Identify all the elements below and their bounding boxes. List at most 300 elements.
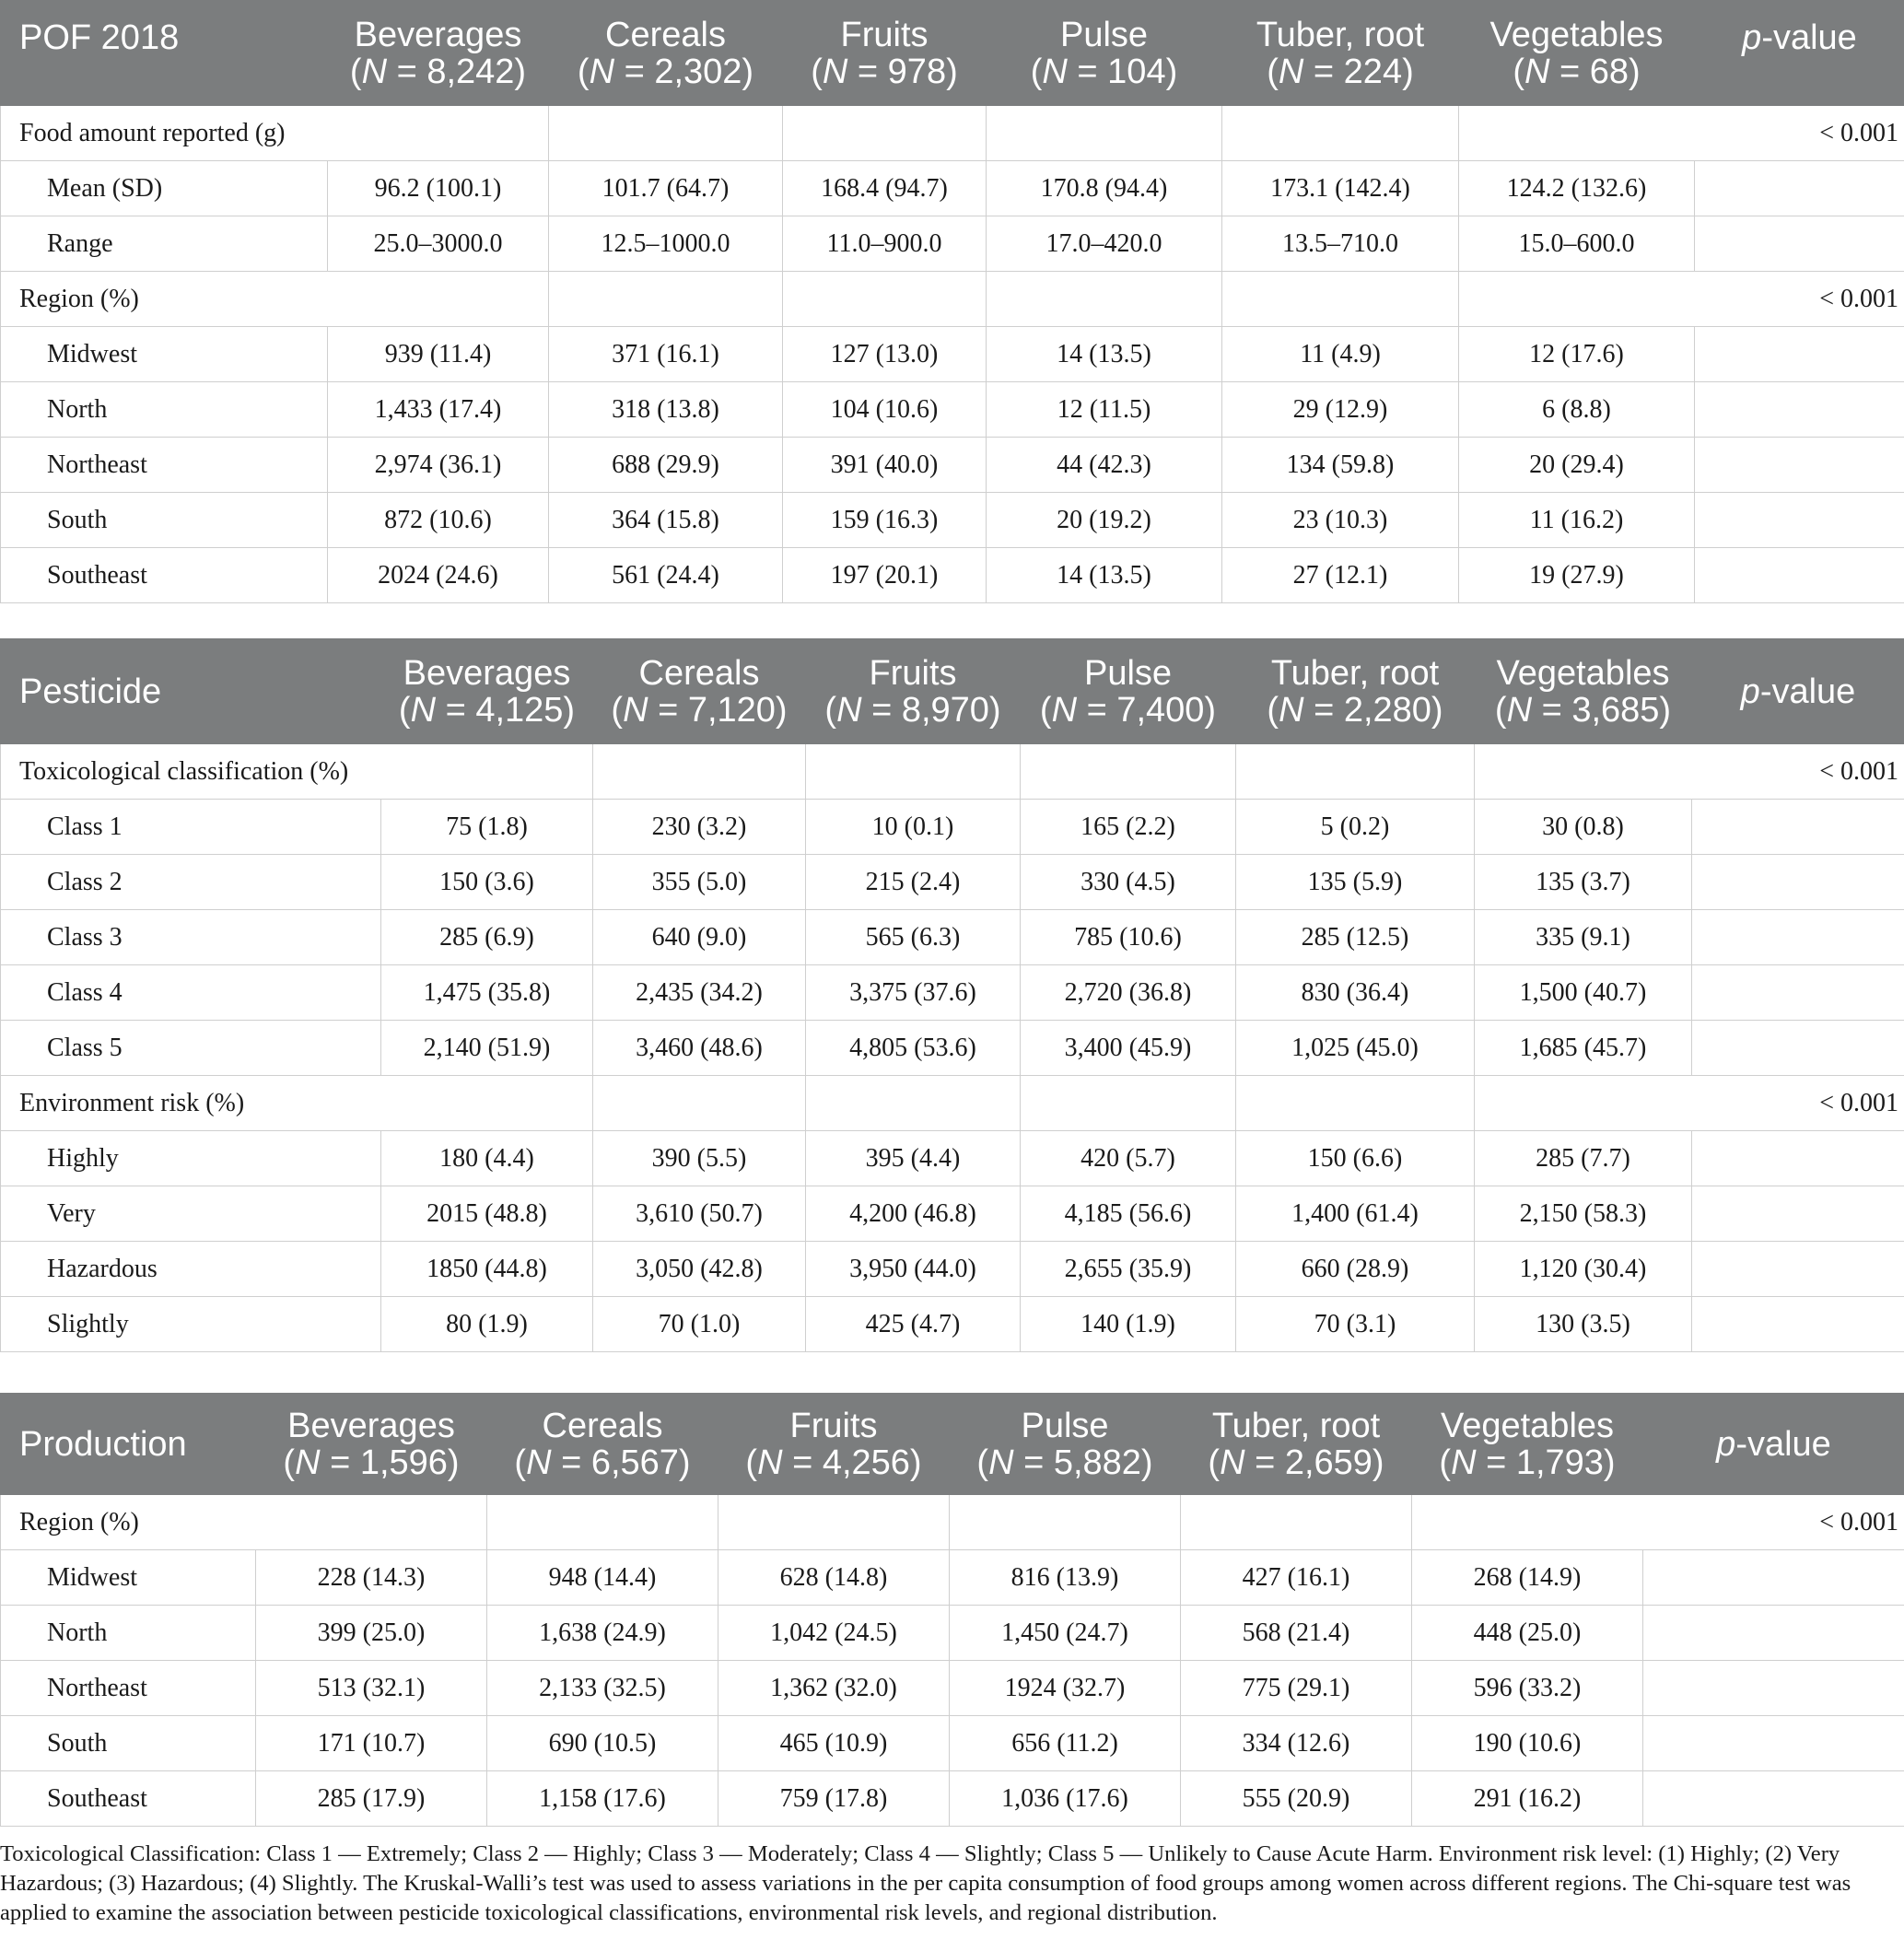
- data-cell: 4,200 (46.8): [806, 1186, 1021, 1242]
- empty-cell: [987, 272, 1222, 327]
- column-header: [1021, 639, 1236, 744]
- data-cell: 3,460 (48.6): [593, 1021, 806, 1076]
- data-cell: 1,120 (30.4): [1475, 1242, 1692, 1297]
- column-header: [381, 639, 593, 744]
- column-header: [718, 1394, 950, 1495]
- column-header: [328, 1, 549, 106]
- data-cell: 690 (10.5): [487, 1716, 718, 1771]
- data-cell: 1,475 (35.8): [381, 965, 593, 1021]
- section-label: Region (%): [1, 1495, 487, 1550]
- empty-cell: [1222, 106, 1459, 161]
- data-cell: 6 (8.8): [1459, 382, 1695, 438]
- empty-cell: [1236, 1076, 1475, 1131]
- column-n: (N = 978): [811, 52, 958, 91]
- column-header: [783, 1, 987, 106]
- data-cell: 70 (1.0): [593, 1297, 806, 1352]
- column-name: Beverages: [403, 653, 571, 693]
- data-cell: 688 (29.9): [549, 438, 783, 493]
- column-name: Pulse: [1083, 653, 1173, 693]
- table-title: Pesticide: [1, 639, 381, 744]
- table-footnote: Toxicological Classification: Class 1 — Extremely; Class 2 — Highly; Class 3 — Moderately; Class 4 — Slightly; Class 5 — Unlikely to Cause Acute Harm. Environment risk level: (1) Highly; (2) Very Hazardous; (3) Hazardous; (4) Slightly. The Kruskal-Walli’s test was used to assess variations in the per capita consumption of food groups among women across different regions. The Chi-square test was applied to examine the association between pesticide toxicological classifications, environmental risk levels, and regional distribution.: [0, 1841, 1851, 1925]
- column-header: [806, 639, 1021, 744]
- data-cell: 775 (29.1): [1181, 1661, 1412, 1716]
- row-label: Mean (SD): [1, 161, 328, 216]
- row-label: Southeast: [1, 1771, 256, 1827]
- data-cell: 291 (16.2): [1412, 1771, 1643, 1827]
- data-cell: 425 (4.7): [806, 1297, 1021, 1352]
- column-name: Tuber, root: [1256, 15, 1425, 54]
- p-value-cell: [1643, 1771, 1904, 1827]
- table-row: [1, 327, 1904, 382]
- data-cell: 1924 (32.7): [950, 1661, 1181, 1716]
- column-header: [1459, 1, 1695, 106]
- empty-cell: [549, 106, 783, 161]
- row-label: Class 3: [1, 910, 381, 965]
- data-cell: 170.8 (94.4): [987, 161, 1222, 216]
- empty-cell: [806, 744, 1021, 800]
- empty-cell: [987, 106, 1222, 161]
- data-cell: 173.1 (142.4): [1222, 161, 1459, 216]
- table-row: [1, 965, 1904, 1021]
- p-value-cell: [1695, 216, 1904, 272]
- column-n-value: 3,685: [1571, 690, 1660, 730]
- section-label: Toxicological classification (%): [1, 744, 593, 800]
- p-value-cell: [1695, 548, 1904, 603]
- data-cell: 11.0–900.0: [783, 216, 987, 272]
- row-label: North: [1, 1606, 256, 1661]
- column-n-value: 224: [1343, 52, 1403, 91]
- column-n-value: 8,970: [901, 690, 989, 730]
- column-header: [1412, 1394, 1643, 1495]
- p-value: < 0.001: [1412, 1495, 1904, 1550]
- p-value-cell: [1643, 1550, 1904, 1606]
- row-label: Midwest: [1, 1550, 256, 1606]
- p-value-cell: [1643, 1606, 1904, 1661]
- column-name: Beverages: [354, 15, 522, 54]
- table-row: [1, 910, 1904, 965]
- data-cell: 14 (13.5): [987, 327, 1222, 382]
- data-cell: 334 (12.6): [1181, 1716, 1412, 1771]
- data-cell: 596 (33.2): [1412, 1661, 1643, 1716]
- empty-cell: [1181, 1495, 1412, 1550]
- table-row: [1, 1661, 1904, 1716]
- p-value-cell: [1643, 1661, 1904, 1716]
- data-cell: 159 (16.3): [783, 493, 987, 548]
- column-n-value: 5,882: [1053, 1443, 1141, 1482]
- column-header: [1236, 639, 1475, 744]
- data-cell: 2,435 (34.2): [593, 965, 806, 1021]
- data-cell: 190 (10.6): [1412, 1716, 1643, 1771]
- column-n-value: 2,302: [654, 52, 742, 91]
- row-label: Slightly: [1, 1297, 381, 1352]
- data-cell: 127 (13.0): [783, 327, 987, 382]
- data-cell: 2024 (24.6): [328, 548, 549, 603]
- p-value-cell: [1695, 161, 1904, 216]
- column-n: (N = 3,685): [1494, 690, 1672, 730]
- column-header: [549, 1, 783, 106]
- column-header: [1181, 1394, 1412, 1495]
- data-cell: 1,500 (40.7): [1475, 965, 1692, 1021]
- column-n: (N = 1,596): [283, 1443, 460, 1482]
- column-header: [1222, 1, 1459, 106]
- row-label: Class 2: [1, 855, 381, 910]
- data-cell: 399 (25.0): [256, 1606, 487, 1661]
- data-cell: 513 (32.1): [256, 1661, 487, 1716]
- data-cell: 3,400 (45.9): [1021, 1021, 1236, 1076]
- pof-2018-table: [0, 0, 1904, 603]
- p-value-cell: [1692, 1131, 1904, 1186]
- empty-cell: [1236, 744, 1475, 800]
- data-cell: 335 (9.1): [1475, 910, 1692, 965]
- data-cell: 3,050 (42.8): [593, 1242, 806, 1297]
- column-name: Beverages: [287, 1406, 455, 1445]
- data-cell: 10 (0.1): [806, 800, 1021, 855]
- row-label: Midwest: [1, 327, 328, 382]
- column-n-value: 4,256: [822, 1443, 910, 1482]
- row-label: South: [1, 1716, 256, 1771]
- data-cell: 830 (36.4): [1236, 965, 1475, 1021]
- data-cell: 11 (16.2): [1459, 493, 1695, 548]
- column-name: Pulse: [1059, 15, 1149, 54]
- data-cell: 2,150 (58.3): [1475, 1186, 1692, 1242]
- data-cell: 640 (9.0): [593, 910, 806, 965]
- data-cell: 268 (14.9): [1412, 1550, 1643, 1606]
- row-label: Southeast: [1, 548, 328, 603]
- data-cell: 29 (12.9): [1222, 382, 1459, 438]
- table-row: [1, 1716, 1904, 1771]
- data-cell: 285 (7.7): [1475, 1131, 1692, 1186]
- p-value-cell: [1692, 910, 1904, 965]
- data-cell: 427 (16.1): [1181, 1550, 1412, 1606]
- column-n-value: 4,125: [475, 690, 564, 730]
- data-cell: 197 (20.1): [783, 548, 987, 603]
- empty-cell: [950, 1495, 1181, 1550]
- data-cell: 1850 (44.8): [381, 1242, 593, 1297]
- data-cell: 1,362 (32.0): [718, 1661, 950, 1716]
- column-n-value: 1,793: [1515, 1443, 1604, 1482]
- data-cell: 3,610 (50.7): [593, 1186, 806, 1242]
- data-cell: 150 (6.6): [1236, 1131, 1475, 1186]
- table-row: [1, 800, 1904, 855]
- p-value-cell: [1695, 382, 1904, 438]
- row-label: Hazardous: [1, 1242, 381, 1297]
- pesticide-table: [0, 638, 1904, 1352]
- data-cell: 30 (0.8): [1475, 800, 1692, 855]
- section-label: Environment risk (%): [1, 1076, 593, 1131]
- data-cell: 80 (1.9): [381, 1297, 593, 1352]
- data-cell: 3,950 (44.0): [806, 1242, 1021, 1297]
- p-value-cell: [1695, 438, 1904, 493]
- column-n: (N = 2,280): [1267, 690, 1443, 730]
- data-cell: 2,655 (35.9): [1021, 1242, 1236, 1297]
- table-row: [1, 1606, 1904, 1661]
- data-cell: 4,185 (56.6): [1021, 1186, 1236, 1242]
- data-cell: 555 (20.9): [1181, 1771, 1412, 1827]
- empty-cell: [549, 272, 783, 327]
- table-row: [1, 1550, 1904, 1606]
- data-cell: 3,375 (37.6): [806, 965, 1021, 1021]
- section-row: [1, 1076, 1904, 1131]
- empty-cell: [718, 1495, 950, 1550]
- data-cell: 561 (24.4): [549, 548, 783, 603]
- data-cell: 330 (4.5): [1021, 855, 1236, 910]
- column-name: Cereals: [605, 15, 726, 54]
- data-cell: 1,685 (45.7): [1475, 1021, 1692, 1076]
- row-label: Range: [1, 216, 328, 272]
- empty-cell: [593, 1076, 806, 1131]
- empty-cell: [783, 106, 987, 161]
- table-row: [1, 1186, 1904, 1242]
- table-row: [1, 438, 1904, 493]
- data-cell: 70 (3.1): [1236, 1297, 1475, 1352]
- table-title: Production: [1, 1394, 256, 1495]
- column-name: Pulse: [1021, 1406, 1109, 1445]
- data-cell: 448 (25.0): [1412, 1606, 1643, 1661]
- data-cell: 420 (5.7): [1021, 1131, 1236, 1186]
- data-cell: 180 (4.4): [381, 1131, 593, 1186]
- column-n-value: 8,242: [426, 52, 515, 91]
- table-row: [1, 493, 1904, 548]
- column-n: (N = 7,120): [611, 690, 788, 730]
- data-cell: 318 (13.8): [549, 382, 783, 438]
- column-n-value: 6,567: [590, 1443, 679, 1482]
- data-cell: 872 (10.6): [328, 493, 549, 548]
- data-cell: 465 (10.9): [718, 1716, 950, 1771]
- column-header: [256, 1394, 487, 1495]
- column-n-value: 2,280: [1343, 690, 1431, 730]
- data-cell: 1,036 (17.6): [950, 1771, 1181, 1827]
- data-cell: 12.5–1000.0: [549, 216, 783, 272]
- column-n: (N = 5,882): [976, 1443, 1153, 1482]
- data-cell: 565 (6.3): [806, 910, 1021, 965]
- data-cell: 140 (1.9): [1021, 1297, 1236, 1352]
- p-value: < 0.001: [1475, 1076, 1904, 1131]
- column-n: (N = 6,567): [514, 1443, 691, 1482]
- row-label: Class 1: [1, 800, 381, 855]
- column-n: (N = 4,125): [398, 690, 576, 730]
- column-n: (N = 104): [1030, 52, 1178, 91]
- data-cell: 2,720 (36.8): [1021, 965, 1236, 1021]
- empty-cell: [806, 1076, 1021, 1131]
- data-cell: 168.4 (94.7): [783, 161, 987, 216]
- data-cell: 939 (11.4): [328, 327, 549, 382]
- row-label: Very: [1, 1186, 381, 1242]
- column-header: [950, 1394, 1181, 1495]
- table-row: [1, 161, 1904, 216]
- data-cell: 4,805 (53.6): [806, 1021, 1021, 1076]
- column-n: (N = 224): [1267, 52, 1414, 91]
- data-cell: 1,433 (17.4): [328, 382, 549, 438]
- data-cell: 1,025 (45.0): [1236, 1021, 1475, 1076]
- data-cell: 11 (4.9): [1222, 327, 1459, 382]
- p-value-cell: [1692, 1186, 1904, 1242]
- data-cell: 171 (10.7): [256, 1716, 487, 1771]
- p-value: < 0.001: [1475, 744, 1904, 800]
- p-value-header: p-value: [1695, 1, 1904, 106]
- data-cell: 130 (3.5): [1475, 1297, 1692, 1352]
- data-cell: 1,158 (17.6): [487, 1771, 718, 1827]
- column-n-value: 2,659: [1284, 1443, 1373, 1482]
- empty-cell: [1222, 272, 1459, 327]
- column-name: Tuber, root: [1211, 1406, 1381, 1445]
- p-value-cell: [1692, 800, 1904, 855]
- data-cell: 23 (10.3): [1222, 493, 1459, 548]
- column-n: (N = 2,659): [1208, 1443, 1384, 1482]
- data-cell: 230 (3.2): [593, 800, 806, 855]
- data-cell: 660 (28.9): [1236, 1242, 1475, 1297]
- section-row: [1, 744, 1904, 800]
- data-cell: 14 (13.5): [987, 548, 1222, 603]
- section-row: [1, 1495, 1904, 1550]
- column-name: Fruits: [789, 1406, 878, 1445]
- data-cell: 948 (14.4): [487, 1550, 718, 1606]
- data-cell: 101.7 (64.7): [549, 161, 783, 216]
- data-cell: 285 (12.5): [1236, 910, 1475, 965]
- data-cell: 75 (1.8): [381, 800, 593, 855]
- p-value-header: p-value: [1643, 1394, 1904, 1495]
- row-label: South: [1, 493, 328, 548]
- column-name: Vegetables: [1496, 653, 1670, 693]
- row-label: Northeast: [1, 438, 328, 493]
- data-cell: 1,638 (24.9): [487, 1606, 718, 1661]
- p-value-cell: [1643, 1716, 1904, 1771]
- data-cell: 13.5–710.0: [1222, 216, 1459, 272]
- data-cell: 228 (14.3): [256, 1550, 487, 1606]
- data-cell: 134 (59.8): [1222, 438, 1459, 493]
- column-header: [1475, 639, 1692, 744]
- empty-cell: [593, 744, 806, 800]
- production-table: [0, 1393, 1904, 1827]
- data-cell: 285 (17.9): [256, 1771, 487, 1827]
- empty-cell: [783, 272, 987, 327]
- data-cell: 656 (11.2): [950, 1716, 1181, 1771]
- p-value-cell: [1695, 327, 1904, 382]
- table-header: [1, 639, 1904, 744]
- data-cell: 27 (12.1): [1222, 548, 1459, 603]
- table-title: POF 2018: [1, 1, 328, 106]
- p-value-cell: [1695, 493, 1904, 548]
- data-cell: 124.2 (132.6): [1459, 161, 1695, 216]
- table-row: [1, 1021, 1904, 1076]
- data-cell: 150 (3.6): [381, 855, 593, 910]
- data-cell: 1,042 (24.5): [718, 1606, 950, 1661]
- data-cell: 12 (17.6): [1459, 327, 1695, 382]
- data-cell: 785 (10.6): [1021, 910, 1236, 965]
- row-label: North: [1, 382, 328, 438]
- table-body: [1, 106, 1904, 603]
- column-n: (N = 68): [1513, 52, 1641, 91]
- table-row: [1, 1242, 1904, 1297]
- table-row: [1, 855, 1904, 910]
- data-cell: 390 (5.5): [593, 1131, 806, 1186]
- data-cell: 2,974 (36.1): [328, 438, 549, 493]
- table-row: [1, 216, 1904, 272]
- data-cell: 135 (5.9): [1236, 855, 1475, 910]
- data-cell: 2015 (48.8): [381, 1186, 593, 1242]
- p-value-cell: [1692, 965, 1904, 1021]
- data-cell: 20 (19.2): [987, 493, 1222, 548]
- column-n-value: 978: [887, 52, 947, 91]
- column-n: (N = 8,242): [349, 52, 527, 91]
- column-n: (N = 4,256): [745, 1443, 922, 1482]
- section-row: [1, 106, 1904, 161]
- p-value-cell: [1692, 1021, 1904, 1076]
- data-cell: 17.0–420.0: [987, 216, 1222, 272]
- data-cell: 19 (27.9): [1459, 548, 1695, 603]
- data-cell: 2,140 (51.9): [381, 1021, 593, 1076]
- column-name: Cereals: [542, 1406, 663, 1445]
- column-name: Fruits: [869, 653, 957, 693]
- section-label: Food amount reported (g): [1, 106, 549, 161]
- column-name: Fruits: [840, 15, 929, 54]
- row-label: Class 5: [1, 1021, 381, 1076]
- data-cell: 568 (21.4): [1181, 1606, 1412, 1661]
- table-header: [1, 1, 1904, 106]
- data-cell: 1,400 (61.4): [1236, 1186, 1475, 1242]
- empty-cell: [1021, 1076, 1236, 1131]
- data-cell: 285 (6.9): [381, 910, 593, 965]
- column-name: Tuber, root: [1270, 653, 1440, 693]
- data-cell: 104 (10.6): [783, 382, 987, 438]
- table-row: [1, 382, 1904, 438]
- column-header: [987, 1, 1222, 106]
- table-body: [1, 1495, 1904, 1827]
- data-cell: 391 (40.0): [783, 438, 987, 493]
- data-cell: 759 (17.8): [718, 1771, 950, 1827]
- data-cell: 44 (42.3): [987, 438, 1222, 493]
- column-n: (N = 7,400): [1039, 690, 1217, 730]
- column-n: (N = 2,302): [577, 52, 754, 91]
- data-cell: 355 (5.0): [593, 855, 806, 910]
- data-cell: 364 (15.8): [549, 493, 783, 548]
- data-cell: 20 (29.4): [1459, 438, 1695, 493]
- p-value-header: p-value: [1692, 639, 1904, 744]
- column-name: Cereals: [638, 653, 760, 693]
- column-n-value: 7,120: [687, 690, 776, 730]
- column-n: (N = 8,970): [824, 690, 1001, 730]
- table-row: [1, 1131, 1904, 1186]
- data-cell: 371 (16.1): [549, 327, 783, 382]
- data-cell: 215 (2.4): [806, 855, 1021, 910]
- row-label: Highly: [1, 1131, 381, 1186]
- column-header: [593, 639, 806, 744]
- column-n-value: 1,596: [359, 1443, 448, 1482]
- table-row: [1, 1771, 1904, 1827]
- p-value-cell: [1692, 1297, 1904, 1352]
- data-cell: 25.0–3000.0: [328, 216, 549, 272]
- data-cell: 628 (14.8): [718, 1550, 950, 1606]
- p-value-cell: [1692, 1242, 1904, 1297]
- data-cell: 816 (13.9): [950, 1550, 1181, 1606]
- data-cell: 2,133 (32.5): [487, 1661, 718, 1716]
- column-name: Vegetables: [1489, 15, 1664, 54]
- table-body: [1, 744, 1904, 1352]
- table-row: [1, 548, 1904, 603]
- data-cell: 5 (0.2): [1236, 800, 1475, 855]
- section-label: Region (%): [1, 272, 549, 327]
- data-cell: 15.0–600.0: [1459, 216, 1695, 272]
- data-cell: 165 (2.2): [1021, 800, 1236, 855]
- data-cell: 395 (4.4): [806, 1131, 1021, 1186]
- row-label: Class 4: [1, 965, 381, 1021]
- column-n-value: 7,400: [1116, 690, 1205, 730]
- column-name: Vegetables: [1440, 1406, 1615, 1445]
- p-value-cell: [1692, 855, 1904, 910]
- data-cell: 135 (3.7): [1475, 855, 1692, 910]
- table-header: [1, 1394, 1904, 1495]
- data-cell: 96.2 (100.1): [328, 161, 549, 216]
- empty-cell: [1021, 744, 1236, 800]
